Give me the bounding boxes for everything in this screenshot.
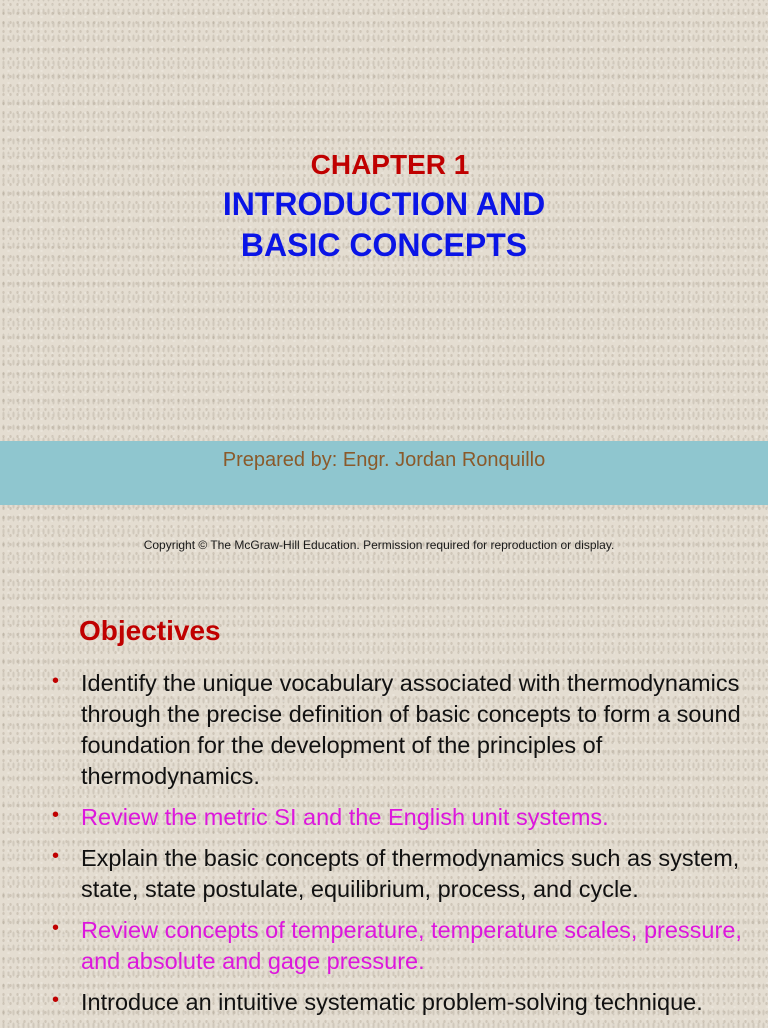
objectives-list xyxy=(52,668,742,1028)
bullet-icon: • xyxy=(52,670,60,692)
objective-text: Introduce an intuitive systematic problem-solving technique. xyxy=(81,989,703,1015)
bullet-icon: • xyxy=(52,845,60,867)
objective-text: Review the metric SI and the English unit systems. xyxy=(81,804,609,830)
prepared-by-text: Prepared by: Engr. Jordan Ronquillo xyxy=(222,449,546,471)
objective-item xyxy=(52,802,742,833)
objective-item xyxy=(52,915,742,977)
copyright-notice: Copyright © The McGraw-Hill Education. Permission required for reproduction or display. xyxy=(143,538,615,552)
chapter-title-line-1: INTRODUCTION AND xyxy=(222,186,546,222)
objective-item xyxy=(52,987,742,1018)
title-block xyxy=(0,146,768,266)
bullet-icon: • xyxy=(52,989,60,1011)
objective-text: Explain the basic concepts of thermodynamics such as system, state, state postulate, equilibrium, process, and cycle. xyxy=(81,845,740,902)
bullet-icon: • xyxy=(52,917,60,939)
objective-text: Review concepts of temperature, temperature scales, pressure, and absolute and gage pressure. xyxy=(81,917,742,974)
chapter-title-line-2: BASIC CONCEPTS xyxy=(240,227,528,263)
objectives-heading: Objectives xyxy=(79,615,221,646)
objective-text: Identify the unique vocabulary associated with thermodynamics through the precise definition of basic concepts to form a sound foundation for the development of the principles of thermodynamics. xyxy=(81,670,741,789)
objective-item xyxy=(52,843,742,905)
objective-item xyxy=(52,668,742,792)
chapter-label: CHAPTER 1 xyxy=(310,149,470,180)
bullet-icon: • xyxy=(52,804,60,826)
